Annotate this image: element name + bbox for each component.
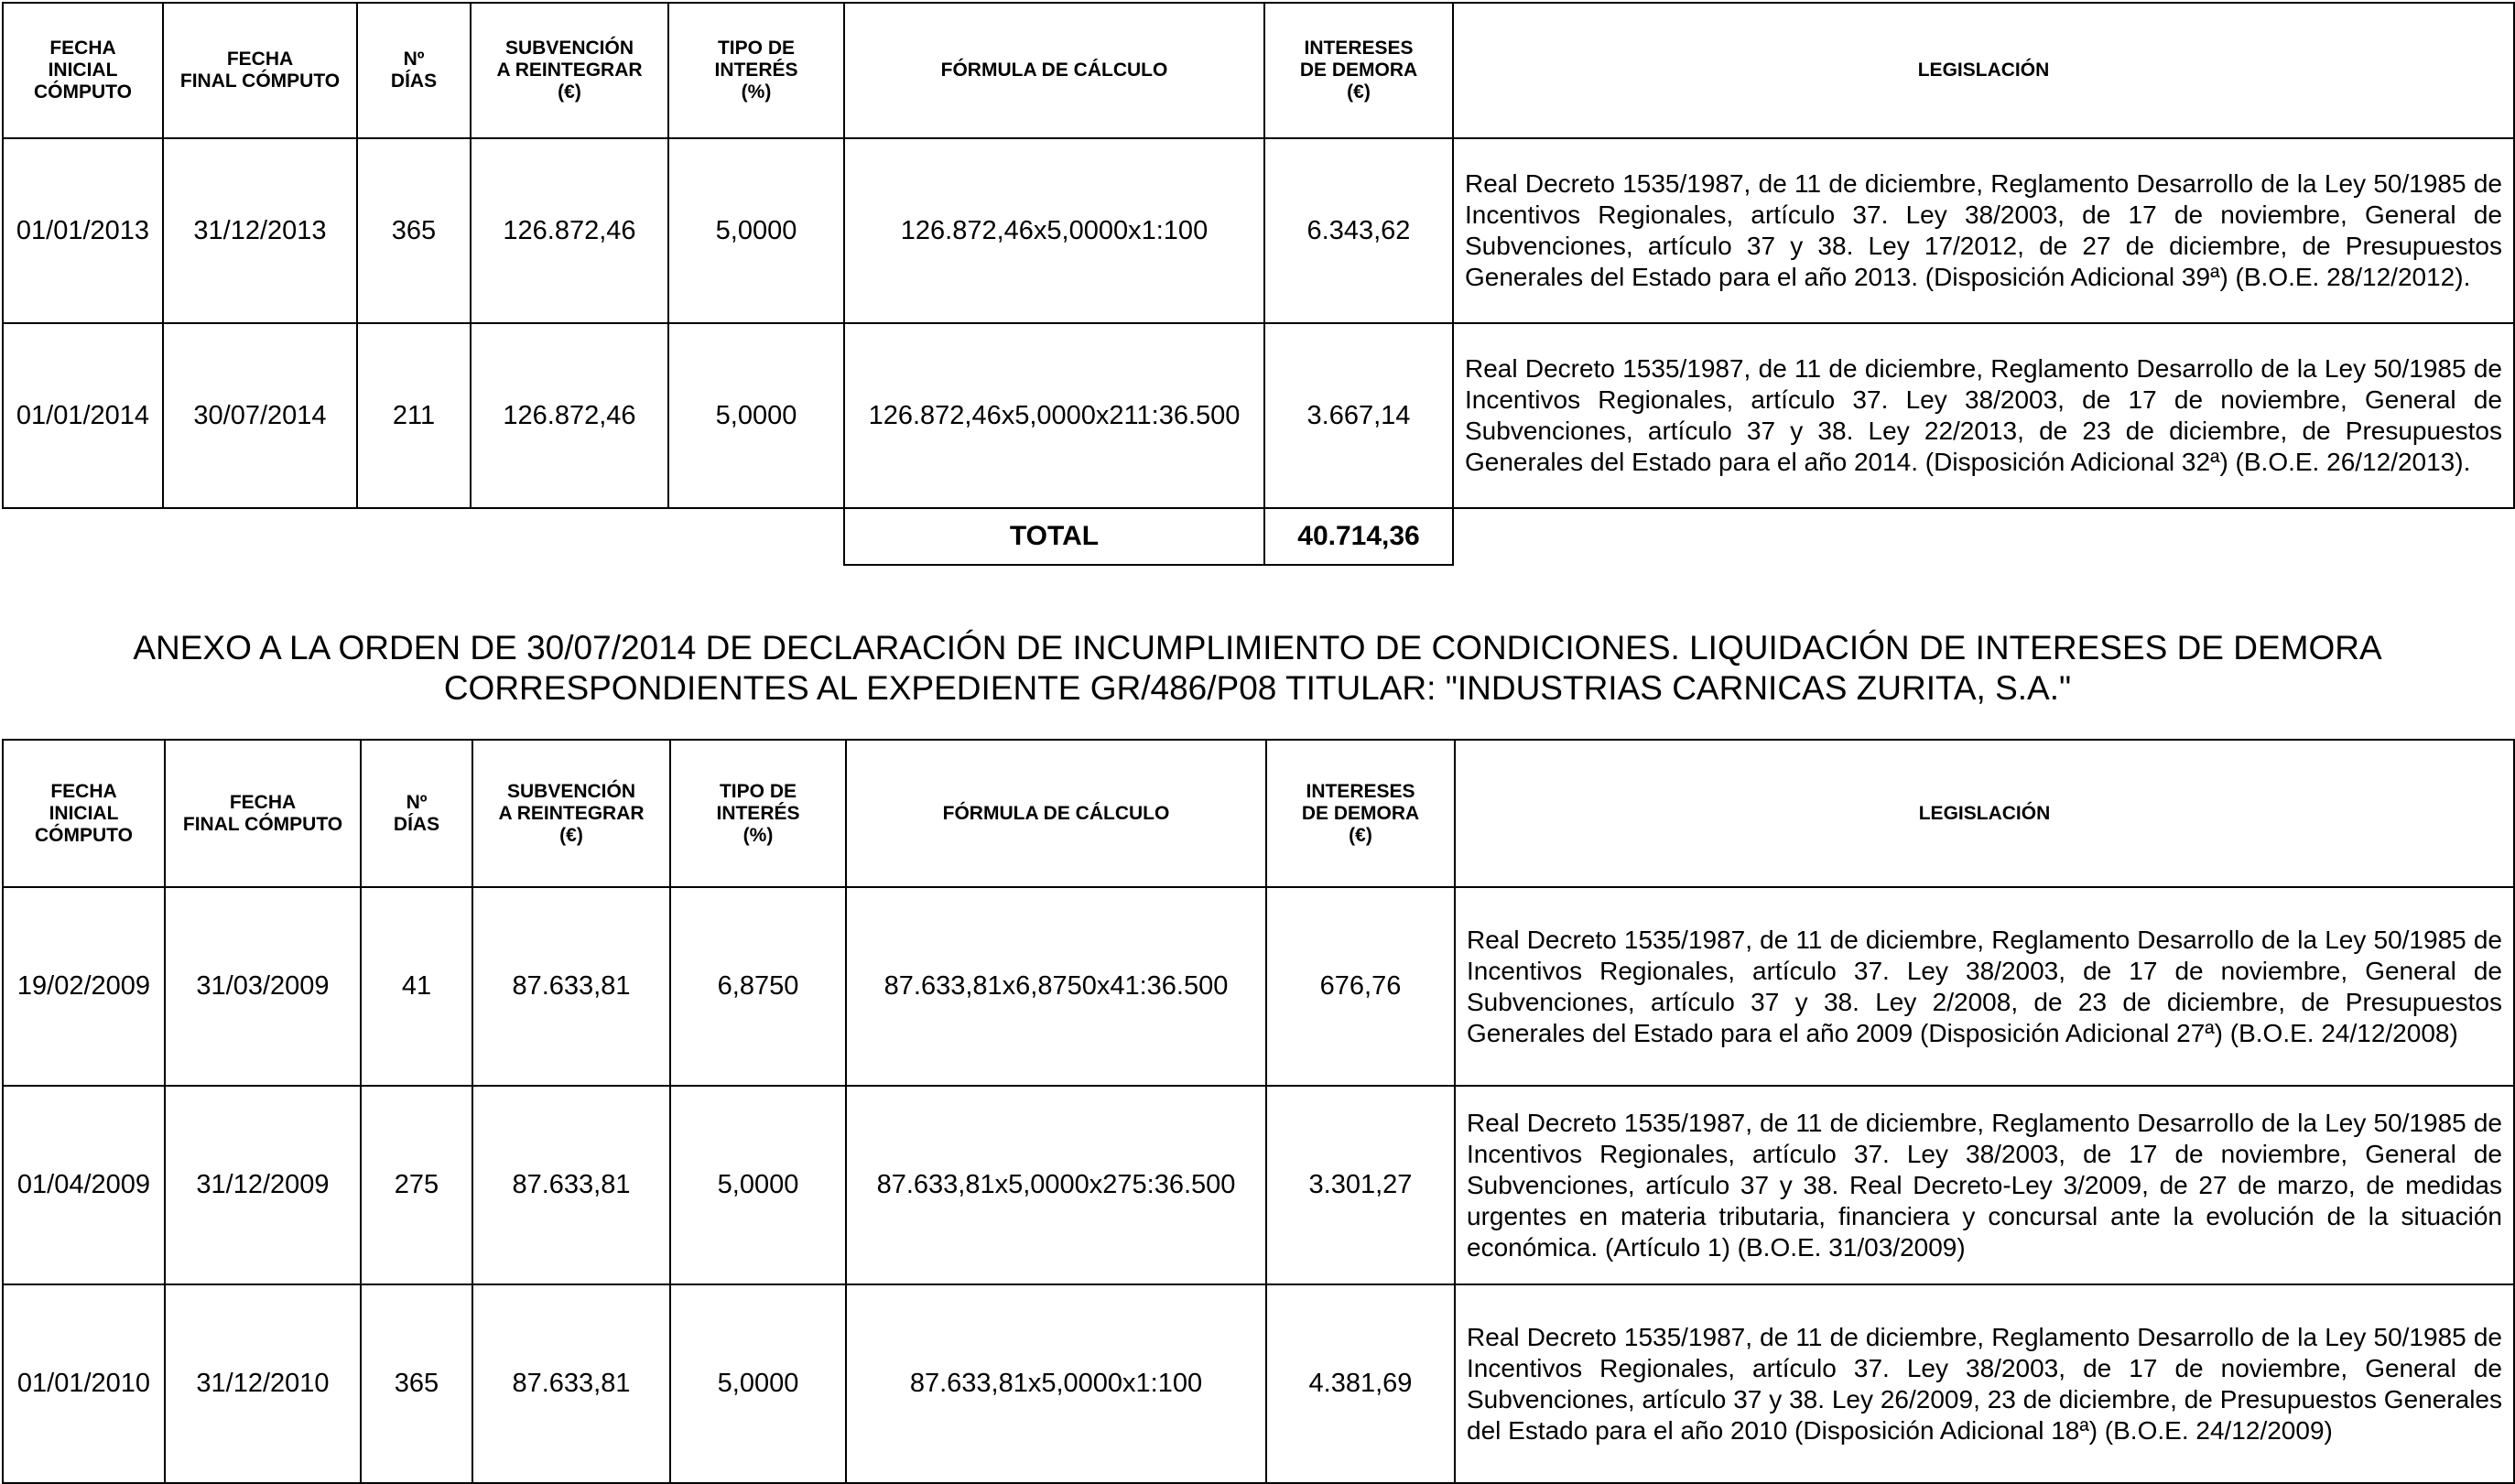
table-header-row: [3, 740, 2514, 887]
header-legislacion: LEGISLACIÓN: [1453, 3, 2514, 138]
header-tipo-interes: TIPO DE INTERÉS (%): [670, 740, 846, 887]
cell-fecha-inicial: 01/04/2009: [3, 1086, 165, 1284]
annex-title: [0, 628, 2515, 709]
cell-formula: 126.872,46x5,0000x211:36.500: [844, 323, 1264, 508]
cell-fecha-inicial: 01/01/2013: [3, 138, 163, 323]
cell-subvencion: 126.872,46: [471, 323, 668, 508]
header-fecha-final: FECHA FINAL CÓMPUTO: [165, 740, 361, 887]
cell-dias: 365: [357, 138, 471, 323]
cell-fecha-inicial: 01/01/2014: [3, 323, 163, 508]
cell-intereses: 3.301,27: [1266, 1086, 1455, 1284]
cell-intereses: 6.343,62: [1264, 138, 1453, 323]
total-label: TOTAL: [844, 508, 1264, 565]
cell-dias: 41: [361, 887, 472, 1086]
cell-subvencion: 87.633,81: [472, 887, 670, 1086]
cell-legislacion: Real Decreto 1535/1987, de 11 de diciembre, Reglamento Desarrollo de la Ley 50/1985 de Incentivos Regionales, artículo 37. Ley 38/2003, de 17 de noviembre, General de Subvenciones, artículo 37 y 38. Real Decreto-Ley 3/2009, de 27 de marzo, de medidas urgentes en materia tributaria, financiera y concursal ante la evolución de la situación económica. (Artículo 1) (B.O.E. 31/03/2009): [1455, 1086, 2514, 1284]
header-fecha-inicial: FECHA INICIAL CÓMPUTO: [3, 740, 165, 887]
cell-formula: 126.872,46x5,0000x1:100: [844, 138, 1264, 323]
header-formula: FÓRMULA DE CÁLCULO: [844, 3, 1264, 138]
table-row: [3, 887, 2514, 1086]
header-dias: Nº DÍAS: [357, 3, 471, 138]
header-tipo-interes: TIPO DE INTERÉS (%): [668, 3, 844, 138]
total-value: 40.714,36: [1264, 508, 1453, 565]
cell-tipo-interes: 5,0000: [668, 138, 844, 323]
header-subvencion: SUBVENCIÓN A REINTEGRAR (€): [472, 740, 670, 887]
annex-title-line-1: ANEXO A LA ORDEN DE 30/07/2014 DE DECLARACIÓN DE INCUMPLIMIENTO DE CONDICIONES. LIQUIDACIÓN DE INTERESES DE DEMORA: [133, 629, 2382, 666]
header-fecha-inicial: FECHA INICIAL CÓMPUTO: [3, 3, 163, 138]
header-formula: FÓRMULA DE CÁLCULO: [846, 740, 1266, 887]
cell-fecha-final: 30/07/2014: [163, 323, 357, 508]
table-row: [3, 138, 2514, 323]
cell-legislacion: Real Decreto 1535/1987, de 11 de diciembre, Reglamento Desarrollo de la Ley 50/1985 de Incentivos Regionales, artículo 37. Ley 38/2003, de 17 de noviembre, General de Subvenciones, artículo 37 y 38. Ley 22/2013, de 23 de diciembre, de Presupuestos Generales del Estado para el año 2014. (Disposición Adicional 32ª) (B.O.E. 26/12/2013).: [1453, 323, 2514, 508]
cell-subvencion: 87.633,81: [472, 1284, 670, 1483]
interest-table-2: [2, 739, 2515, 1484]
header-legislacion: LEGISLACIÓN: [1455, 740, 2514, 887]
header-subvencion: SUBVENCIÓN A REINTEGRAR (€): [471, 3, 668, 138]
cell-subvencion: 126.872,46: [471, 138, 668, 323]
cell-dias: 211: [357, 323, 471, 508]
cell-legislacion: Real Decreto 1535/1987, de 11 de diciembre, Reglamento Desarrollo de la Ley 50/1985 de Incentivos Regionales, artículo 37. Ley 38/2003, de 17 de noviembre, General de Subvenciones, artículo 37 y 38. Ley 17/2012, de 27 de diciembre, de Presupuestos Generales del Estado para el año 2013. (Disposición Adicional 39ª) (B.O.E. 28/12/2012).: [1453, 138, 2514, 323]
header-dias: Nº DÍAS: [361, 740, 472, 887]
table-row: [3, 1086, 2514, 1284]
cell-intereses: 676,76: [1266, 887, 1455, 1086]
cell-subvencion: 87.633,81: [472, 1086, 670, 1284]
cell-tipo-interes: 6,8750: [670, 887, 846, 1086]
annex-title-line-2: CORRESPONDIENTES AL EXPEDIENTE GR/486/P08 TITULAR: "INDUSTRIAS CARNICAS ZURITA, S.A.": [443, 669, 2072, 707]
cell-fecha-final: 31/12/2010: [165, 1284, 361, 1483]
total-row: [3, 508, 2514, 565]
cell-tipo-interes: 5,0000: [670, 1284, 846, 1483]
cell-fecha-final: 31/03/2009: [165, 887, 361, 1086]
total-spacer: [3, 508, 844, 565]
cell-tipo-interes: 5,0000: [668, 323, 844, 508]
cell-fecha-inicial: 01/01/2010: [3, 1284, 165, 1483]
table-row: [3, 323, 2514, 508]
table-row: [3, 1284, 2514, 1483]
cell-legislacion: Real Decreto 1535/1987, de 11 de diciembre, Reglamento Desarrollo de la Ley 50/1985 de Incentivos Regionales, artículo 37. Ley 38/2003, de 17 de noviembre, General de Subvenciones, artículo 37 y 38. Ley 2/2008, de 23 de diciembre, de Presupuestos Generales del Estado para el año 2009 (Disposición Adicional 27ª) (B.O.E. 24/12/2008): [1455, 887, 2514, 1086]
interest-table-1: [2, 2, 2515, 566]
cell-intereses: 4.381,69: [1266, 1284, 1455, 1483]
cell-fecha-final: 31/12/2013: [163, 138, 357, 323]
cell-dias: 275: [361, 1086, 472, 1284]
cell-tipo-interes: 5,0000: [670, 1086, 846, 1284]
cell-legislacion: Real Decreto 1535/1987, de 11 de diciembre, Reglamento Desarrollo de la Ley 50/1985 de Incentivos Regionales, artículo 37. Ley 38/2003, de 17 de noviembre, General de Subvenciones, artículo 37 y 38. Ley 26/2009, 23 de diciembre, de Presupuestos Generales del Estado para el año 2010 (Disposición Adicional 18ª) (B.O.E. 24/12/2009): [1455, 1284, 2514, 1483]
table-header-row: [3, 3, 2514, 138]
cell-fecha-final: 31/12/2009: [165, 1086, 361, 1284]
header-intereses: INTERESES DE DEMORA (€): [1264, 3, 1453, 138]
header-intereses: INTERESES DE DEMORA (€): [1266, 740, 1455, 887]
cell-formula: 87.633,81x6,8750x41:36.500: [846, 887, 1266, 1086]
header-fecha-final: FECHA FINAL CÓMPUTO: [163, 3, 357, 138]
cell-formula: 87.633,81x5,0000x1:100: [846, 1284, 1266, 1483]
total-spacer-right: [1453, 508, 2514, 565]
cell-fecha-inicial: 19/02/2009: [3, 887, 165, 1086]
cell-intereses: 3.667,14: [1264, 323, 1453, 508]
cell-formula: 87.633,81x5,0000x275:36.500: [846, 1086, 1266, 1284]
cell-dias: 365: [361, 1284, 472, 1483]
